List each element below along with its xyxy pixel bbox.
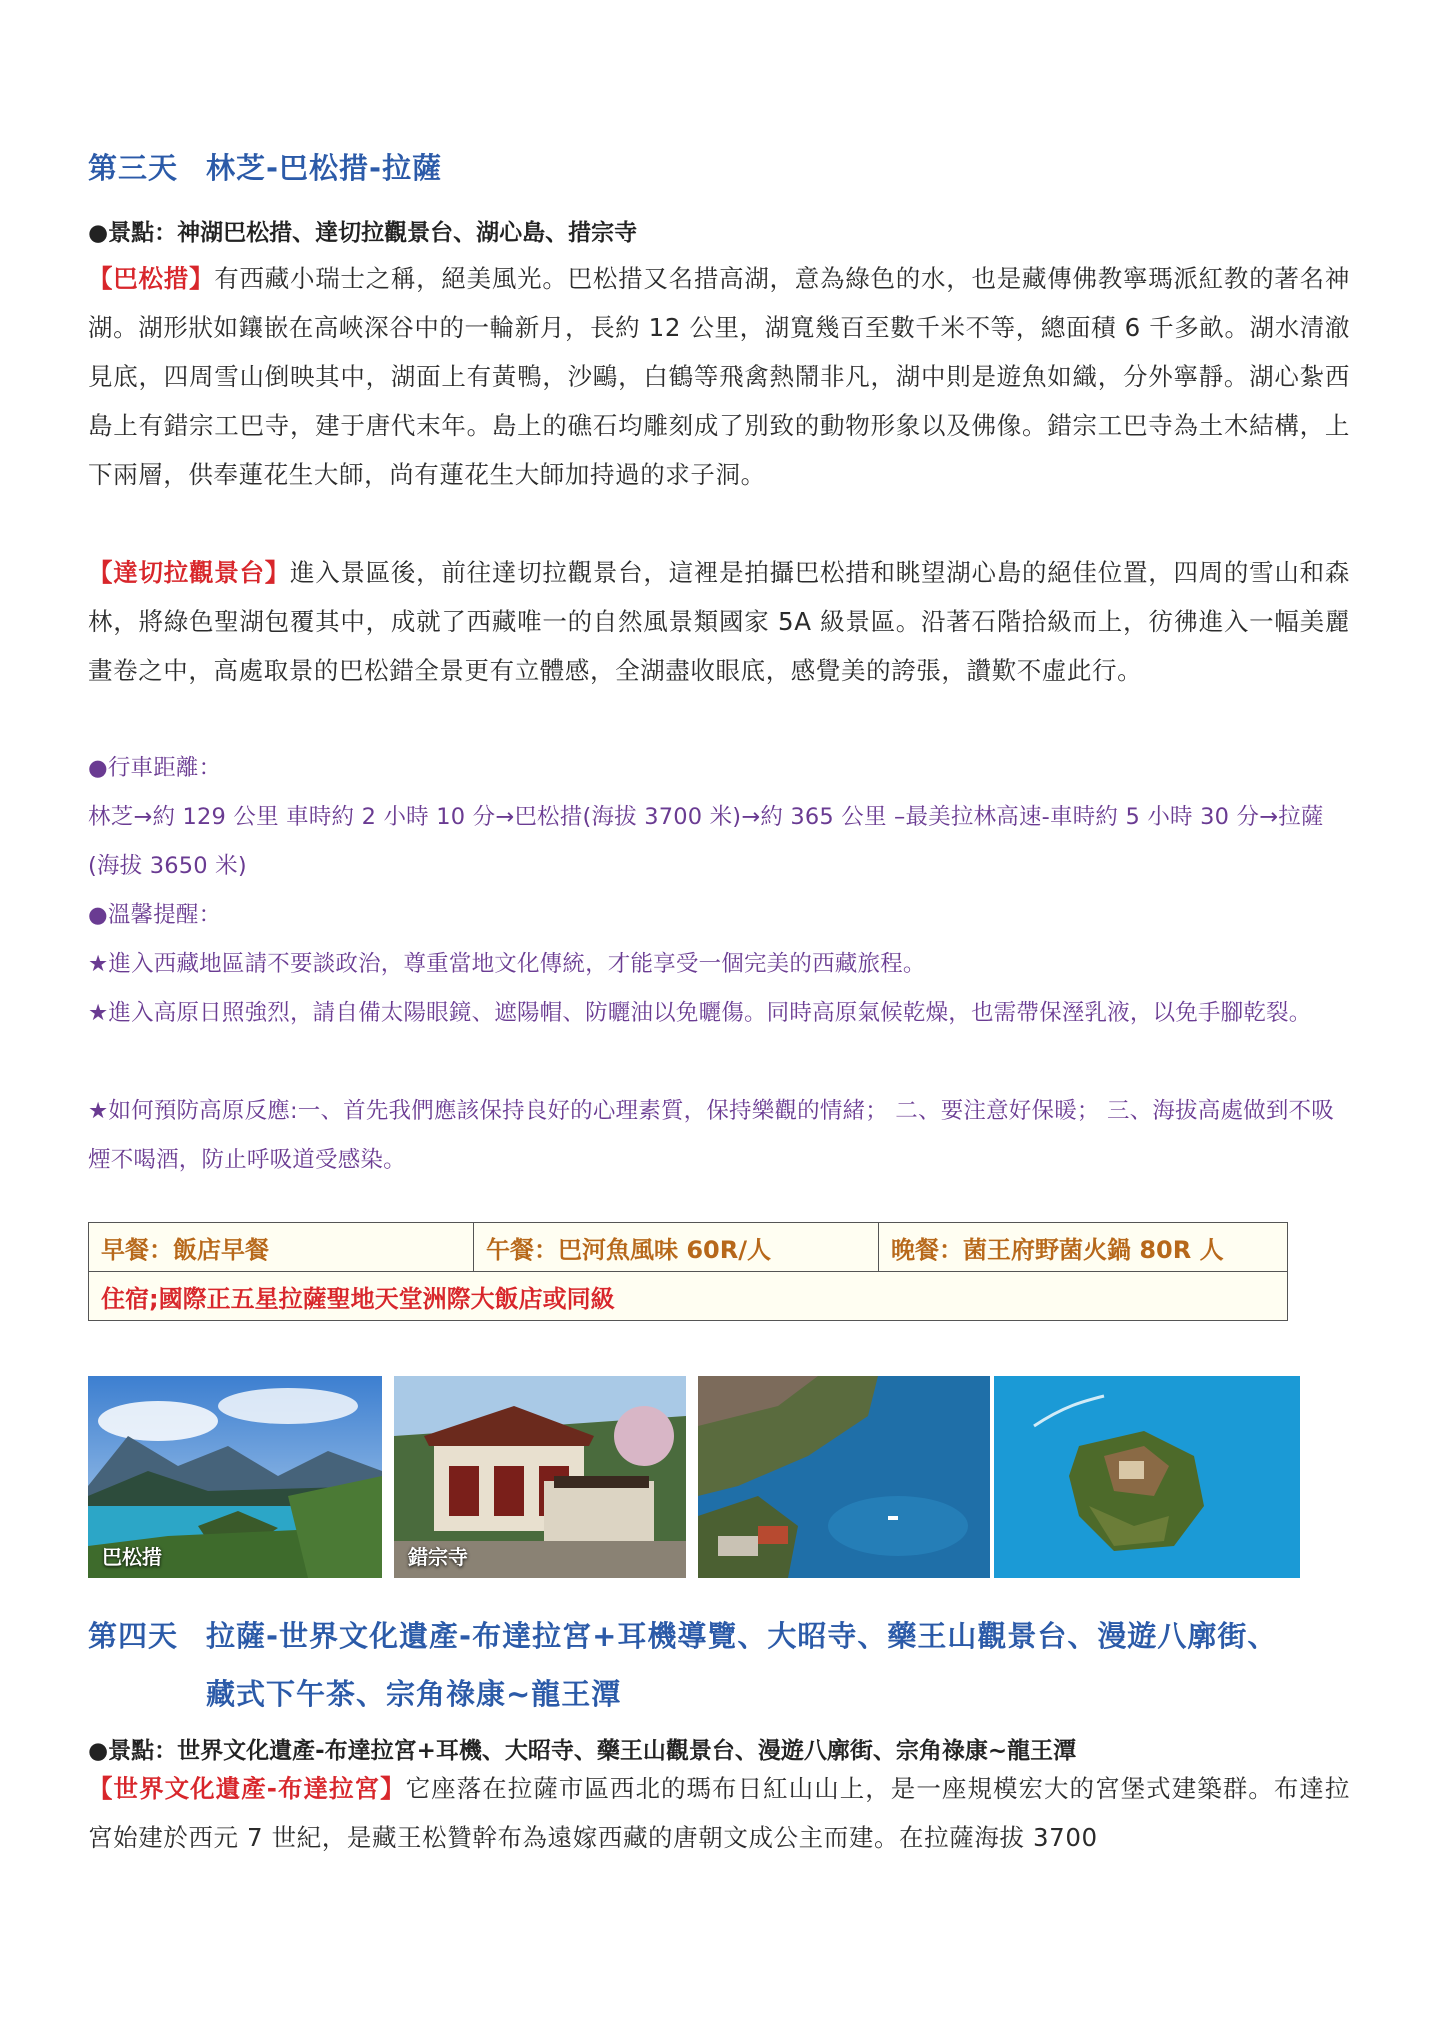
tip-item: ★進入西藏地區請不要談政治，尊重當地文化傳統，才能享受一個完美的西藏旅程。 [88, 951, 926, 977]
day3-spots: ●景點：神湖巴松措、達切拉觀景台、湖心島、措宗寺 [88, 220, 638, 246]
potala-heading: 【世界文化遺產-布達拉宮】 [88, 1774, 406, 1803]
daqie-paragraph [88, 548, 1350, 695]
day3-route: 林芝-巴松措-拉薩 [206, 151, 443, 185]
day4-title [88, 1614, 1277, 1655]
hotel-cell: 住宿;國際正五星拉薩聖地天堂洲際大飯店或同級 [89, 1272, 1288, 1321]
potala-text: 它座落在拉薩市區西北的瑪布日紅山山上，是一座規模宏大的宮堡式建築群。布達拉宮始建於西元 7 世紀，是藏王松贊幹布為遠嫁西藏的唐朝文成公主而建。在拉薩海拔 3700 [88, 1774, 1351, 1852]
tips-heading: ●溫馨提醒： [88, 902, 222, 928]
photo-lake-aerial [698, 1376, 990, 1578]
drive-text: 林芝→約 129 公里 車時約 2 小時 10 分→巴松措(海拔 3700 米)→約 365 公里 –最美拉林高速-車時約 5 小時 30 分→拉薩(海拔 3650 米) [88, 804, 1324, 879]
lunch-cell: 午餐：巴河魚風味 60R/人 [474, 1223, 879, 1272]
meals-table [88, 1222, 1288, 1321]
photo-island [994, 1376, 1300, 1578]
photo-bason-lake [88, 1376, 382, 1578]
tip-item: ★如何預防高原反應:一、首先我們應該保持良好的心理素質，保持樂觀的情緒； 二、要注意好保暖； 三、海拔高處做到不吸煙不喝酒，防止呼吸道受感染。 [88, 1098, 1334, 1173]
day4-label: 第四天 [88, 1619, 179, 1653]
daqie-heading: 【達切拉觀景台】 [88, 558, 290, 587]
bason-paragraph [88, 254, 1350, 499]
potala-paragraph [88, 1764, 1350, 1862]
tip-item: ★進入高原日照強烈，請自備太陽眼鏡、遮陽帽、防曬油以免曬傷。同時高原氣候乾燥，也需帶保溼乳液，以免手腳乾裂。 [88, 1000, 1312, 1026]
day3-title [88, 146, 442, 187]
day4-spots: ●景點：世界文化遺產-布達拉宮+耳機、大昭寺、藥王山觀景台、漫遊八廓街、宗角祿康~龍王潭 [88, 1738, 1077, 1764]
day4-route-line2: 藏式下午茶、宗角祿康~龍王潭 [206, 1677, 622, 1711]
photo-caption-bason: 巴松措 [102, 1545, 162, 1569]
meals-row [89, 1223, 1288, 1272]
day3-label: 第三天 [88, 151, 179, 185]
day4-route-line1: 拉薩-世界文化遺產-布達拉宮+耳機導覽、大昭寺、藥王山觀景台、漫遊八廓街、 [206, 1619, 1278, 1653]
breakfast-cell: 早餐：飯店早餐 [89, 1223, 474, 1272]
dinner-cell: 晚餐：菌王府野菌火鍋 80R 人 [879, 1223, 1288, 1272]
photo-temple [394, 1376, 686, 1578]
hotel-row [89, 1272, 1288, 1321]
drive-heading: ●行車距離： [88, 755, 222, 781]
bason-heading: 【巴松措】 [88, 264, 215, 293]
bason-text: 有西藏小瑞士之稱，絕美風光。巴松措又名措高湖，意為綠色的水，也是藏傳佛教寧瑪派紅教的著名神湖。湖形狀如鑲嵌在高峽深谷中的一輪新月，長約 12 公里，湖寬幾百至數千米不等，總面積 6 千多畝。湖水清澈見底，四周雪山倒映其中，湖面上有黃鴨，沙鷗，白鶴等飛禽熱鬧非凡，湖中則是遊魚如織，分外寧靜。湖心紮西島上有錯宗工巴寺，建于唐代末年。島上的礁石均雕刻成了別致的動物形象以及佛像。錯宗工巴寺為土木結構，上下兩層，供奉蓮花生大師，尚有蓮花生大師加持過的求子洞。 [88, 264, 1350, 489]
daqie-text: 進入景區後，前往達切拉觀景台，這裡是拍攝巴松措和眺望湖心島的絕佳位置，四周的雪山和森林，將綠色聖湖包覆其中，成就了西藏唯一的自然風景類國家 5A 級景區。沿著石階拾級而上，彷彿進入一幅美麗畫卷之中，高處取景的巴松錯全景更有立體感，全湖盡收眼底，感覺美的誇張，讚歎不虛此行。 [88, 558, 1350, 685]
photo-caption-temple: 錯宗寺 [408, 1545, 468, 1569]
